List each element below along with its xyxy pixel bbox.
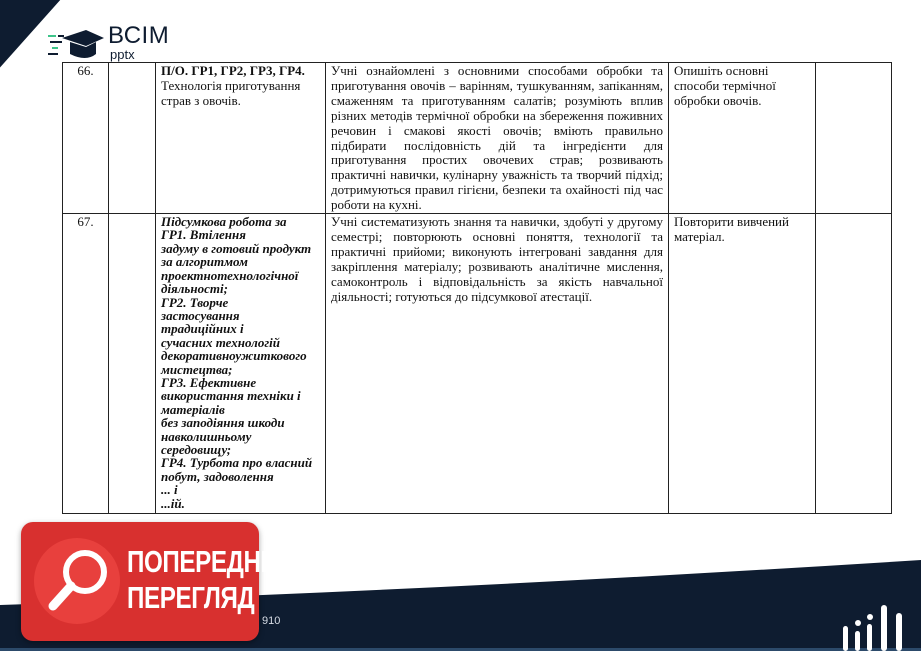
topic-line: Підсумкова робота за	[161, 214, 287, 230]
topic-line: сучасних технологій	[161, 334, 280, 350]
outcomes-cell: Учні ознайомлені з основними способами обробки та приготування овочів – варінням, тушкуванням, запіканням, смаженням та приготуванням салатів; розуміють вплив різних методів термічної обробки на збереження поживних речовин і смакові якості овочів; вміють правильно підбирати послідовність дій та інгредієнти для приготування простих овочевих страв; розвивають практичні навички, кулінарну уважність та творчий підхід; дотримуються правил гігієни, безпеки та охайності під час роботи на кухні.	[326, 63, 669, 214]
topic-line: ...ій.	[161, 495, 185, 511]
topic-line: ГР2. Творче	[161, 294, 229, 310]
topic-line: використання техніки і	[161, 388, 301, 404]
vsim-pptx-logo	[48, 24, 169, 61]
topic-line: проектнотехнологічної	[161, 267, 299, 283]
topic-line: ГР3. Ефективне	[161, 374, 257, 390]
topic-line: матеріалів	[161, 401, 225, 417]
table-row	[63, 63, 892, 214]
date-cell	[109, 63, 156, 214]
logo-sub: pptx	[110, 47, 135, 62]
topic-line: застосування	[161, 307, 240, 323]
date-cell	[109, 214, 156, 514]
lesson-plan-table	[62, 62, 892, 514]
topic-line: діяльності;	[161, 281, 228, 297]
topic-line: за алгоритмом	[161, 254, 248, 270]
topic-line: навколишньому	[161, 428, 252, 444]
homework-cell: Повторити вивчений матеріал.	[669, 214, 816, 514]
row-number: 67.	[63, 214, 109, 514]
topic-groups: П/О. ГР1, ГР2, ГР3, ГР4.	[161, 63, 305, 78]
topic-line: задуму в готовий продукт	[161, 240, 312, 256]
magnifier-icon	[43, 544, 113, 618]
preview-line-1: ПОПЕРЕДНІЙ	[127, 544, 284, 579]
graduation-cap-icon	[48, 26, 104, 60]
topic-line: мистецтва;	[161, 361, 233, 377]
row-number: 66.	[63, 63, 109, 214]
topic-line: традиційних і	[161, 321, 244, 337]
topic-cell	[156, 214, 326, 514]
homework-cell: Опишіть основні способи термічної обробки овочів.	[669, 63, 816, 214]
topic-line: побут, задоволення	[161, 468, 274, 484]
preview-line-2: ПЕРЕГЛЯД	[127, 580, 255, 615]
page-number: 910	[262, 615, 281, 627]
topic-line: ГР4. Турбота про власний	[161, 455, 313, 471]
outcomes-cell: Учні систематизують знання та навички, здобуті у другому семестрі; повторюють основні поняття, технології та практичні прийоми; виконують інтегровані завдання для закріплення матеріалу; розвивають аналітичне мислення, самоконтроль і відповідальність за якість навчальної діяльності; готуються до підсумкової атестації.	[326, 214, 669, 514]
topic-line: середовищу;	[161, 441, 232, 457]
notes-cell	[816, 63, 892, 214]
logo-brand: ВСІМ	[108, 22, 170, 49]
topic-line: ГР1. Втілення	[161, 227, 246, 243]
topic-line: ... і	[161, 482, 178, 498]
bars-logo-icon	[841, 591, 911, 651]
topic-line: декоративноужиткового	[161, 348, 307, 364]
topic-line: без заподіяння шкоди	[161, 415, 285, 431]
topic-title: Технологія приготування страв з овочів.	[161, 77, 301, 108]
preview-label	[127, 544, 284, 616]
notes-cell	[816, 214, 892, 514]
table-row	[63, 214, 892, 514]
topic-cell	[156, 63, 326, 214]
